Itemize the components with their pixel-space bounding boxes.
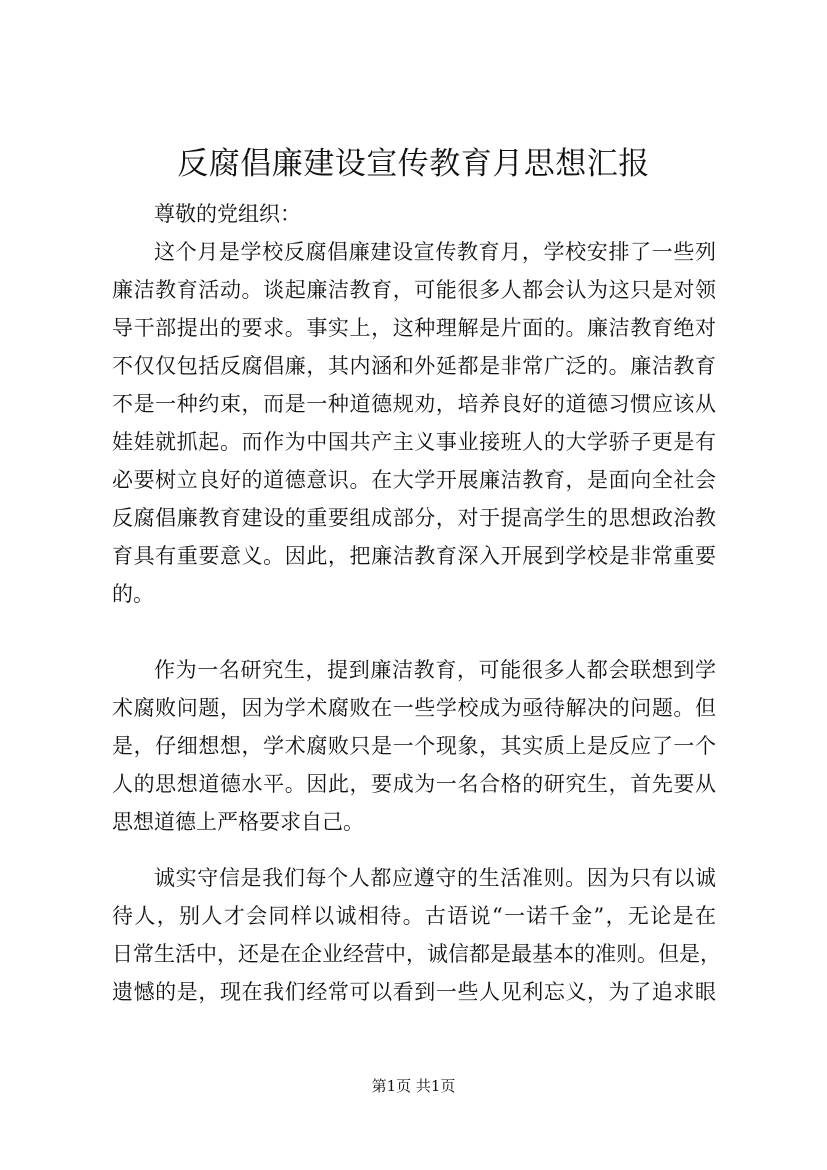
paragraph-line: 待人，别人才会同样以诚相待。古语说“一诺千金”，无论是在 [112, 904, 716, 928]
paragraph-line: 诚实守信是我们每个人都应遵守的生活准则。因为只有以诚 [154, 866, 716, 890]
paragraph-line: 思想道德上严格要求自己。 [112, 810, 364, 834]
paragraph-line: 的。 [112, 582, 154, 606]
paragraph-line: 不是一种约束，而是一种道德规劝，培养良好的道德习惯应该从 [112, 392, 716, 416]
paragraph-line: 这个月是学校反腐倡廉建设宣传教育月，学校安排了一些列 [154, 240, 716, 264]
paragraph-line: 娃娃就抓起。而作为中国共产主义事业接班人的大学骄子更是有 [112, 430, 716, 454]
paragraph-line: 不仅仅包括反腐倡廉，其内涵和外延都是非常广泛的。廉洁教育 [112, 354, 716, 378]
salutation: 尊敬的党组织： [154, 202, 301, 226]
paragraph-line: 育具有重要意义。因此，把廉洁教育深入开展到学校是非常重要 [112, 544, 716, 568]
paragraph-line: 反腐倡廉教育建设的重要组成部分，对于提高学生的思想政治教 [112, 506, 716, 530]
paragraph-line: 是，仔细想想，学术腐败只是一个现象，其实质上是反应了一个 [112, 734, 716, 758]
paragraph-line: 日常生活中，还是在企业经营中，诚信都是最基本的准则。但是， [112, 942, 721, 966]
paragraph-line: 遗憾的是，现在我们经常可以看到一些人见利忘义，为了追求眼 [112, 980, 716, 1004]
paragraph-line: 导干部提出的要求。事实上，这种理解是片面的。廉洁教育绝对 [112, 316, 716, 340]
paragraph-line: 廉洁教育活动。谈起廉洁教育，可能很多人都会认为这只是对领 [112, 278, 716, 302]
paragraph-line: 术腐败问题，因为学术腐败在一些学校成为亟待解决的问题。但 [112, 696, 716, 720]
document-title: 反腐倡廉建设宣传教育月思想汇报 [177, 146, 650, 182]
paragraph-line: 作为一名研究生，提到廉洁教育，可能很多人都会联想到学 [154, 658, 716, 682]
page-footer: 第1页 共1页 [371, 1077, 456, 1095]
paragraph-line: 必要树立良好的道德意识。在大学开展廉洁教育，是面向全社会 [112, 468, 716, 492]
paragraph-line: 人的思想道德水平。因此，要成为一名合格的研究生，首先要从 [112, 772, 716, 796]
